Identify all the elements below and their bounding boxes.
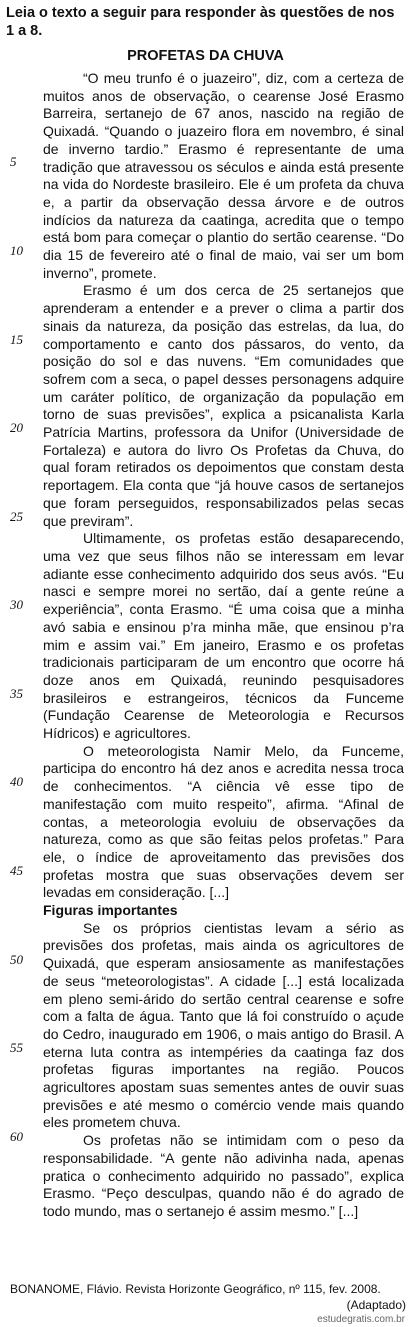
article-body (43, 70, 404, 1221)
citation-text: BONANOME, Flávio. Revista Horizonte Geográfico, nº 115, fev. 2008. (10, 1282, 381, 1296)
paragraph: O meteorologista Namir Melo, da Funceme, participa do encontro há dez anos e acredita nessa troca de conhecimentos. “A ciência vê esse tipo de manifestação com muito respeito”, afirma. “Afinal de contas, a meteorologia evoluiu de observações da natureza, como as que são feitas pelos profetas.” Para ele, o índice de aproveitamento das previsões dos profetas mostra que suas observações devem ser levadas em consideração. [...] (43, 742, 404, 901)
line-number: 40 (10, 774, 23, 789)
paragraph: Os profetas não se intimidam com o peso da responsabilidade. “A gente não adivinha nada, apenas pratica o conhecimento adquirido no passado”, explica Erasmo. “Peço desculpas, quando não é do agrado de todo mundo, mas o sertanejo é assim mesmo.” [...] (43, 1132, 404, 1219)
line-number: 15 (10, 332, 23, 347)
line-number: 20 (10, 420, 23, 435)
article-title: PROFETAS DA CHUVA (127, 48, 284, 64)
adapted-note: (Adaptado) (346, 1298, 406, 1312)
line-number: 30 (10, 597, 23, 612)
line-number: 50 (10, 952, 23, 967)
line-number: 25 (10, 509, 23, 524)
line-number: 55 (10, 1040, 23, 1055)
paragraph: Ultimamente, os profetas estão desaparecendo, uma vez que seus filhos não se interessam em levar adiante esse conhecimento adquirido dos seus avós. “Eu nasci e sempre morei no sertão, daí a gente reúne a experiência”, conta Erasmo. “É uma coisa que a minha avó sabia e ensinou p’ra minha mãe, que ensinou p’ra mim e assim vai.” Em janeiro, Erasmo e os profetas tradicionais participaram de um encontro que ocorre há doze anos em Quixadá, reunindo pesquisadores brasileiros e estrangeiros, técnicos da Funceme (Fundação Cearense de Meteorologia e Recursos Hídricos) e agricultores. (43, 530, 404, 742)
line-number: 10 (10, 243, 23, 258)
line-number: 35 (10, 686, 23, 701)
line-number: 5 (10, 154, 17, 169)
instruction-text: Leia o texto a seguir para responder às questões de nos 1 a 8. (6, 5, 395, 39)
paragraph: “O meu trunfo é o juazeiro”, diz, com a certeza de muitos anos de observação, o cearense José Erasmo Barreira, sertanejo de 67 anos, nascido na região de Quixadá. “Quando o juazeiro flora em novembro, é sinal de inverno tardio.” Erasmo é representante de uma tradição que atravessou os séculos e ainda está presente na vida do Nordeste brasileiro. Ele é um profeta da chuva e, a partir da observação dessa árvore e de outros indícios da natureza da caatinga, acredita que o tempo está bom para começar o plantio do sertão cearense. “Do dia 15 de fevereiro até o final de maio, vai ser um bom inverno”, promete. (43, 70, 404, 281)
section-subheading: Figuras importantes (43, 902, 178, 919)
paragraph: Erasmo é um dos cerca de 25 sertanejos que aprenderam a entender e a prever o clima a partir dos sinais da natureza, da posição das estrelas, da lua, do comportamento e canto dos pássaros, do vento, da posição do sol e das nuvens. “Em comunidades que sofrem com a seca, o papel desses personagens adquire um caráter político, de organização da população em torno de suas previsões”, explica a psicanalista Karla Patrícia Martins, professora da Unifor (Universidade de Fortaleza) e autora do livro Os Profetas da Chuva, do qual foram retirados os depoimentos que constam desta reportagem. Ela conta que “já houve casos de sertanejos que foram perseguidos, responsabilizados pelas secas que previram”. (43, 282, 404, 529)
watermark: estudegratis.com.br (317, 1314, 405, 1325)
line-number: 60 (10, 1129, 23, 1144)
source-citation (10, 1281, 406, 1313)
paragraph: Se os próprios cientistas levam a sério as previsões dos profetas, mais ainda os agricultores de Quixadá, que esperam ansiosamente as manifestações de seus “meteorologistas”. A cidade [...] está localizada em pleno semi-árido do sertão central cearense e sofre com a falta de água. Tanto que lá foi construído o açude do Cedro, inaugurado em 1906, o mais antigo do Brasil. A eterna luta contra as intempéries da caatinga faz dos profetas figuras importantes na região. Poucos agricultores apostam suas sementes antes de ouvir suas previsões e até mesmo o comércio vende mais quando eles prometem chuva. (43, 919, 404, 1131)
line-number: 45 (10, 863, 23, 878)
